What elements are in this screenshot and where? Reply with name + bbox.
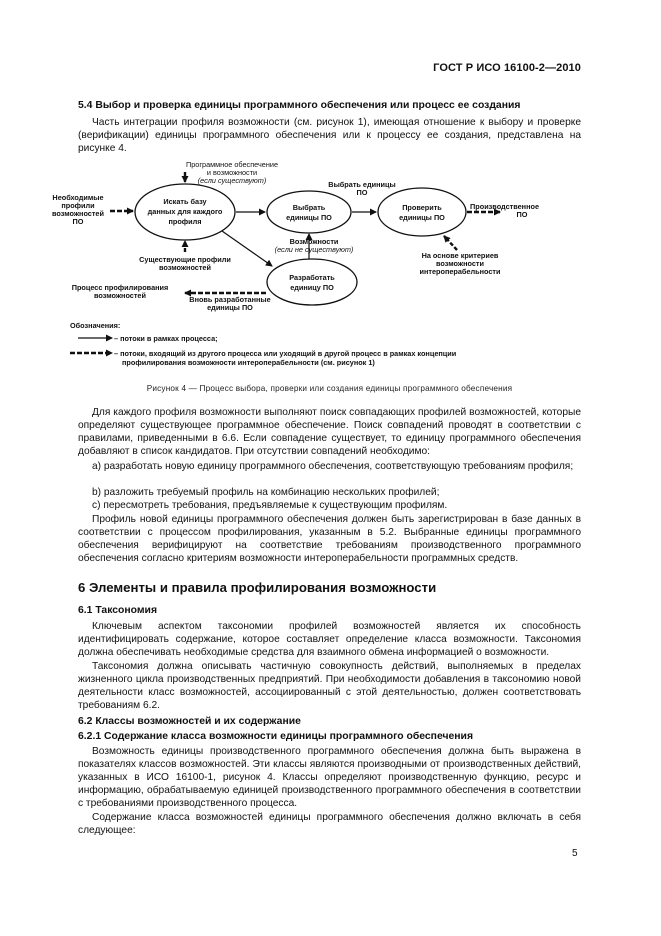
body-paragraph-2: Профиль новой единицы программного обеспечения должен быть зарегистрирован в базе данных в соответствии с процессом профилирования, указанным в 5.2. Выбранные единицы программного обеспечения верифицируют на соответствие требованиям производственного программного обеспечения согласно критериям возможности интероперабельности программных средств. (78, 514, 581, 565)
body-paragraph-1: Для каждого профиля возможности выполняют поиск совпадающих профилей возможностей, которые определяют существующее программное обеспечение. Поиск совпадений проводят в соответствии с правилами, приведенными в 6.6. Если совпадение существует, то единицу программного обеспечения добавляют в список кандидатов. При отсутствии совпадений необходимо: (78, 407, 581, 458)
figure-4-diagram (40, 158, 540, 380)
criteria-label-line-2: возможности (436, 259, 484, 268)
node-develop-ellipse (267, 259, 357, 305)
section-6-1-paragraph-2: Таксономия должна описывать частичную совокупность действий, выполняемых в пределах жизненного цикла производственных предприятий. При необходимости добавления в таксономию новой деятельности класс возможностей, ассоциированный с этой деятельностью, должен соответствовать требованиям 6.2. (78, 661, 581, 712)
node-search-line-2: данных для каждого (147, 207, 223, 216)
node-verify-line-1: Проверить (402, 203, 442, 212)
top-label-line-1: Программное обеспечение (186, 160, 278, 169)
input-label-line-3: возможностей (52, 209, 104, 218)
legend-item-1: – потоки в рамках процесса; (114, 334, 218, 343)
node-develop-line-1: Разработать (289, 273, 335, 282)
legend-title: Обозначения: (70, 321, 121, 330)
profiling-label-line-2: возможностей (94, 291, 146, 300)
output-label-line-2: ПО (516, 210, 528, 219)
section-6-2-1-paragraph-2: Содержание класса возможностей единицы программного обеспечения должно включать в себя следующее: (78, 812, 581, 837)
select-label-line-2: ПО (356, 188, 368, 197)
input-label-line-4: ПО (72, 217, 84, 226)
new-units-label-line-1: Вновь разработанные (189, 295, 271, 304)
section-5-4-title: 5.4 Выбор и проверка единицы программного обеспечения или процесс ее создания (78, 100, 521, 111)
top-label-line-3: (если существуют) (197, 176, 267, 185)
list-item-a: а) разработать новую единицу программного обеспечения, соответствующую требованиям профиля; (92, 461, 574, 472)
page-number: 5 (572, 848, 578, 859)
criteria-label-line-1: На основе критериев (421, 251, 499, 260)
section-6-1-paragraph-1: Ключевым аспектом таксономии профилей возможностей является их способность идентифицировать содержание, которое составляет определение класса возможности. Таксономия должна обеспечивать необходимые средства для взаимного обмена информацией о возможности. (78, 621, 581, 659)
node-verify-ellipse (378, 188, 466, 236)
existing-profiles-line-2: возможностей (159, 263, 211, 272)
section-6-2-1-title: 6.2.1 Содержание класса возможности единицы программного обеспечения (78, 731, 474, 742)
node-verify-line-2: единицы ПО (399, 213, 445, 222)
profiling-label-line-1: Процесс профилирования (71, 283, 169, 292)
node-select-line-1: Выбрать (292, 203, 326, 212)
node-search-line-3: профиля (168, 217, 202, 226)
node-develop-line-2: единицу ПО (290, 283, 334, 292)
top-label-line-2: и возможности (206, 168, 258, 177)
new-units-label-line-2: единицы ПО (207, 303, 253, 312)
arrow-criteria (444, 236, 457, 250)
section-6-title: 6 Элементы и правила профилирования возможности (78, 580, 437, 595)
section-6-2-title: 6.2 Классы возможностей и их содержание (78, 716, 301, 727)
node-select-ellipse (267, 191, 351, 233)
standard-header: ГОСТ Р ИСО 16100-2—2010 (433, 62, 581, 74)
capabilities-label-line-2: (если не существуют) (274, 245, 354, 254)
criteria-label-line-3: интероперабельности (419, 267, 501, 276)
capabilities-label-line-1: Возможности (289, 237, 339, 246)
input-label-line-2: профили (61, 201, 95, 210)
node-search-line-1: Искать базу (163, 197, 207, 206)
input-label-line-1: Необходимые (52, 193, 104, 202)
list-item-b: b) разложить требуемый профиль на комбинацию нескольких профилей; (92, 487, 440, 498)
legend-item-2-line-2: профилирования возможности интероперабельности (см. рисунок 1) (122, 358, 375, 367)
existing-profiles-line-1: Существующие профили (139, 255, 231, 264)
section-6-2-1-paragraph-1: Возможность единицы производственного программного обеспечения должна быть выражена в показателях классов возможностей. Эти классы являются производными от производственных действий, указанных в ИСО 16100-1, рисунок 4. Классы определяют производственную функцию, ресурс и информацию, обрабатываемую единицей производственного программного обеспечения в соответствии с требованиями производственного процесса. (78, 746, 581, 810)
list-item-c: с) пересмотреть требования, предъявляемые к существующим профилям. (92, 500, 448, 511)
section-5-4-intro: Часть интеграции профиля возможности (см. рисунок 1), имеющая отношение к выбору и проверке (верификации) единицы программного обеспечения или к процессу ее создания, представлена на рисунке 4. (78, 117, 581, 155)
select-label-line-1: Выбрать единицы (328, 180, 396, 189)
legend-item-2-line-1: – потоки, входящий из другого процесса или уходящий в другой процесс в рамках концепции (114, 349, 457, 358)
figure-caption: Рисунок 4 — Процесс выбора, проверки или создания единицы программного обеспечения (146, 384, 513, 393)
output-label-line-1: Производственное (470, 202, 539, 211)
node-select-line-2: единицы ПО (286, 213, 332, 222)
section-6-1-title: 6.1 Таксономия (78, 605, 158, 616)
